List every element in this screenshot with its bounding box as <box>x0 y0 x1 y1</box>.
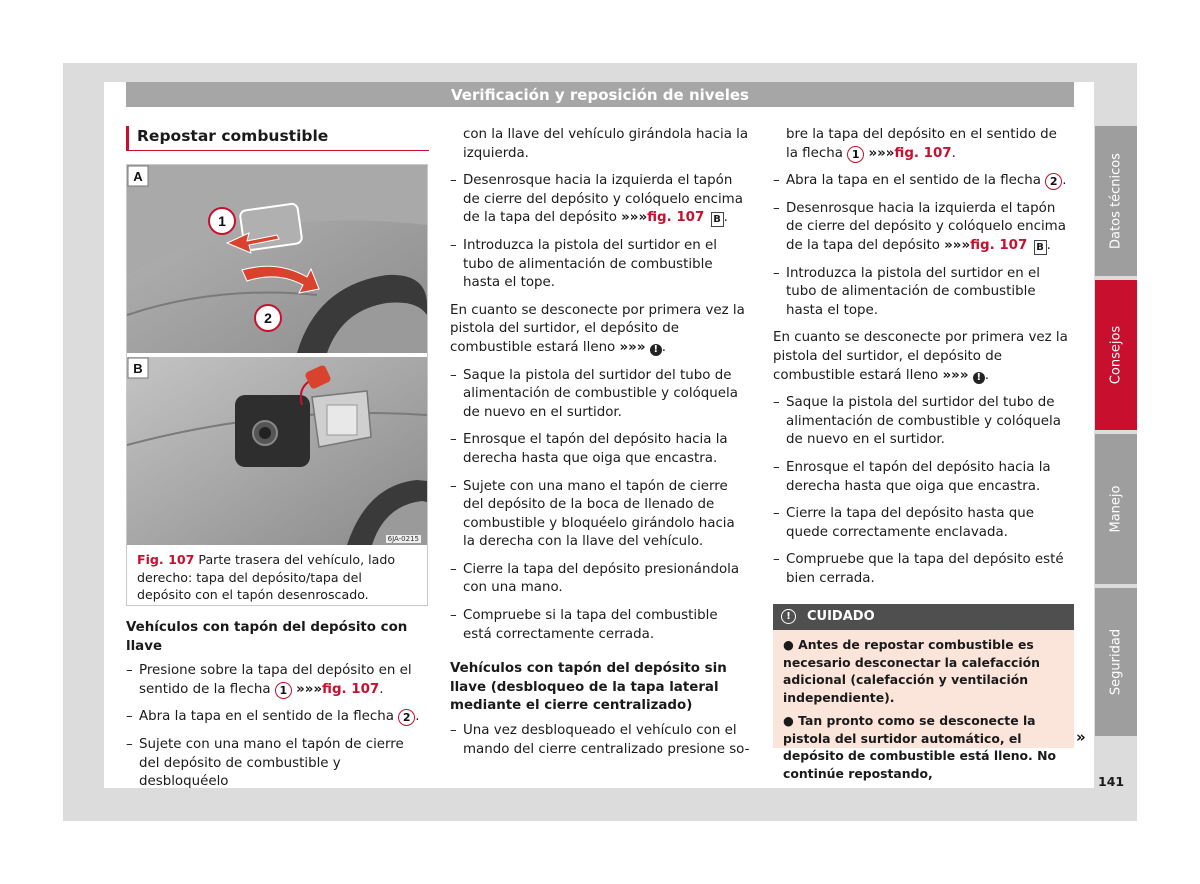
list-item: – Compruebe si la tapa del combustible está correctamente cerrada. <box>450 607 750 644</box>
col1-heading: Vehículos con tapón del depósito con llave <box>126 620 408 654</box>
caution-item: ● Tan pronto como se desconecte la pistola del surtidor automático, el depósito de combustible está lleno. No continúe repostando, <box>783 713 1056 781</box>
caption-label: Fig. 107 <box>137 552 195 567</box>
list-item: – Introduzca la pistola del surtidor en el tubo de alimentación de combustible hasta el tope. <box>773 265 1073 321</box>
tab-datos-tecnicos[interactable]: Datos técnicos <box>1095 126 1137 276</box>
section-title <box>126 126 429 151</box>
paragraph: En cuanto se desconecte por primera vez la pistola del surtidor, el depósito de combustible estará lleno »»» ! . <box>773 330 1068 383</box>
header-title: Verificación y reposición de niveles <box>451 86 749 104</box>
arrows-icon: »»» <box>868 145 895 161</box>
callout-ref-1: 1 <box>275 682 292 699</box>
warning-icon: ! <box>650 344 662 356</box>
figure-107 <box>126 164 428 606</box>
list-item: – Sujete con una mano el tapón de cierre del depósito de la boca de llenado de combustible y bloquéelo girándolo hacia la derecha con la llave del vehículo. <box>450 478 750 552</box>
arrows-icon: »»» <box>944 237 971 253</box>
caution-header <box>773 604 1074 630</box>
arrows-icon: »»» <box>296 681 323 697</box>
caution-body <box>773 630 1074 782</box>
tab-seguridad[interactable]: Seguridad <box>1095 588 1137 736</box>
column-1 <box>126 619 426 801</box>
continued-text: con la llave del vehículo girándola hacia la izquierda. <box>463 127 749 161</box>
section-title-text: Repostar combustible <box>137 127 329 145</box>
tab-consejos[interactable]: Consejos <box>1095 280 1137 430</box>
list-item: – Enrosque el tapón del depósito hacia la derecha hasta que oiga que encastra. <box>450 431 750 468</box>
list-item: – Una vez desbloqueado el vehículo con el mando del cierre centralizado presione so- <box>450 722 750 759</box>
figure-code: 6JA-0215 <box>387 535 419 543</box>
caution-box <box>773 604 1074 781</box>
list-item: – Cierre la tapa del depósito hasta que quede correctamente enclavada. <box>773 505 1073 542</box>
list-item: – Saque la pistola del surtidor del tubo de alimentación de combustible y colóquela de nuevo en el surtidor. <box>450 367 750 423</box>
callout-ref-2: 2 <box>398 709 415 726</box>
fig-link[interactable]: fig. 107 <box>894 145 952 161</box>
fig-link[interactable]: fig. 107 <box>322 681 380 697</box>
col2-heading: Vehículos con tapón del depósito sin llave (desbloqueo de la tapa lateral mediante el cierre centralizado) <box>450 661 727 714</box>
caution-title: CUIDADO <box>807 609 875 624</box>
arrows-icon: »»» <box>619 339 646 355</box>
fuel-door-illustration <box>127 165 427 545</box>
list-item: – Desenrosque hacia la izquierda el tapón de cierre del depósito y colóquelo encima de la tapa del depósito »»»fig. 107 B . <box>773 200 1073 256</box>
list-item: – Compruebe que la tapa del depósito esté bien cerrada. <box>773 551 1073 588</box>
panel-b-ref: B <box>1034 240 1047 255</box>
list-item: – Presione sobre la tapa del depósito en el sentido de la flecha 1 »»»fig. 107. <box>126 662 426 699</box>
warning-icon: ! <box>973 372 985 384</box>
info-icon: ! <box>781 609 796 624</box>
continued-text: bre la tapa del depósito en el sentido de la flecha 1 »»»fig. 107. <box>786 127 1057 161</box>
tab-manejo[interactable]: Manejo <box>1095 434 1137 584</box>
callout-ref-1: 1 <box>847 146 864 163</box>
list-item: – Sujete con una mano el tapón de cierre del depósito de combustible y desbloquéelo <box>126 736 426 792</box>
caption-text: Parte trasera del vehículo, lado derecho: tapa del depósito/tapa del depósito con el tapón desenroscado. <box>137 552 396 602</box>
header-bar <box>126 82 1074 107</box>
callout-ref-2: 2 <box>1045 173 1062 190</box>
fig-link[interactable]: fig. 107 <box>970 237 1028 253</box>
list-item: – Cierre la tapa del depósito presionándola con una mano. <box>450 561 750 598</box>
list-item: – Abra la tapa en el sentido de la flecha 2 . <box>126 708 426 727</box>
page-number: 141 <box>1098 774 1125 789</box>
figure-caption <box>137 551 419 604</box>
fig-link[interactable]: fig. 107 <box>647 210 705 226</box>
caution-item: ● Antes de repostar combustible es necesario desconectar la calefacción adicional (calefacción y ventilación independiente). <box>783 637 1040 705</box>
panel-b-label: B <box>133 361 143 376</box>
column-3 <box>773 126 1073 597</box>
arrows-icon: »»» <box>621 210 648 226</box>
panel-a-label: A <box>133 169 143 184</box>
list-item: – Abra la tapa en el sentido de la flecha 2 . <box>773 172 1073 191</box>
arrows-icon: »»» <box>942 367 969 383</box>
list-item: – Saque la pistola del surtidor del tubo de alimentación de combustible y colóquela de nuevo en el surtidor. <box>773 394 1073 450</box>
list-item: – Enrosque el tapón del depósito hacia la derecha hasta que oiga que encastra. <box>773 459 1073 496</box>
panel-b-ref: B <box>711 212 724 227</box>
column-2 <box>450 126 750 768</box>
paragraph: En cuanto se desconecte por primera vez la pistola del surtidor, el depósito de combustible estará lleno »»» ! . <box>450 302 745 355</box>
continue-icon: » <box>1076 728 1086 746</box>
list-item: – Introduzca la pistola del surtidor en el tubo de alimentación de combustible hasta el tope. <box>450 237 750 293</box>
list-item: – Desenrosque hacia la izquierda el tapón de cierre del depósito y colóquelo encima de la tapa del depósito »»»fig. 107 B . <box>450 172 750 228</box>
callout-1: 1 <box>218 213 226 229</box>
callout-2: 2 <box>264 310 272 326</box>
